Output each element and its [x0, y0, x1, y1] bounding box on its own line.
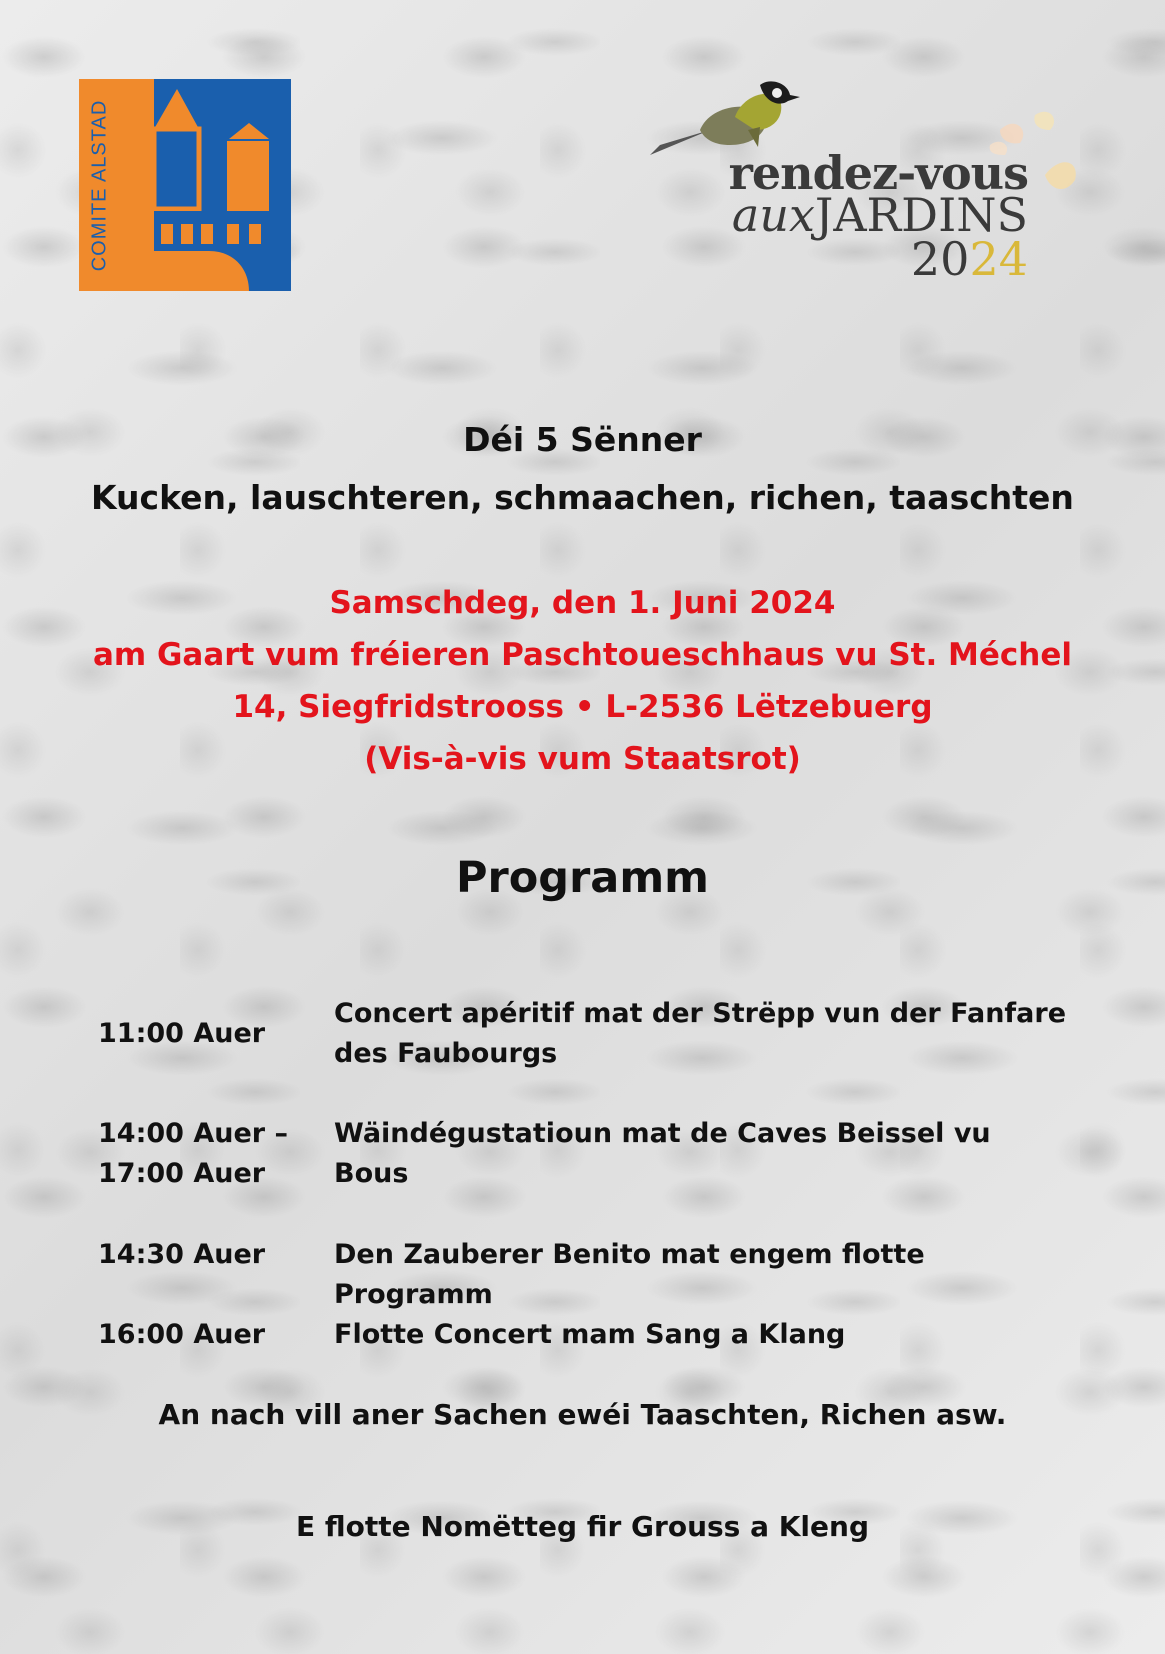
program-desc: Concert apéritif mat der Strëpp vun der Fanfare des Faubourgs — [334, 998, 1067, 1069]
event-note: (Vis-à-vis vum Staatsrot) — [364, 741, 801, 777]
event-date: Samschdeg, den 1. Juni 2024 — [329, 585, 836, 621]
intro-title: Déi 5 Sënner — [463, 420, 702, 459]
rendez-vous-title — [718, 146, 1028, 286]
year-line — [718, 232, 1028, 286]
more-activities: An nach vill aner Sachen ewéi Taaschten, Richen asw. — [158, 1398, 1007, 1431]
jardins-word: JARDINS — [814, 188, 1028, 242]
year-part2: 24 — [969, 232, 1028, 286]
program-time: 16:00 Auer — [98, 1319, 266, 1350]
rendez-vous-line: rendez-vous — [728, 146, 1028, 200]
program-heading: Programm — [456, 853, 709, 903]
intro-subtitle: Kucken, lauschteren, schmaachen, richen, taaschten — [91, 478, 1074, 517]
event-venue: am Gaart vum fréieren Paschtoueschhaus vu St. Méchel — [92, 637, 1073, 673]
year-part1: 20 — [910, 232, 970, 286]
program-desc: Wäindégustatioun mat de Caves Beissel vu Bous — [334, 1118, 991, 1189]
program-time: 14:30 Auer — [98, 1239, 266, 1270]
closing-line: E flotte Nomëtteg fir Grouss a Kleng — [295, 1510, 869, 1543]
program-time: 11:00 Auer — [98, 1018, 266, 1049]
event-address: 14, Siegfridstrooss • L-2536 Lëtzebuerg — [232, 689, 933, 725]
program-desc: Den Zauberer Benito mat engem flotte Programm — [334, 1239, 925, 1310]
comite-alstad-logo — [79, 79, 291, 291]
aux-word: aux — [731, 188, 815, 242]
program-time: 14:00 Auer – 17:00 Auer — [98, 1118, 288, 1189]
logo-text: COMITE ALSTAD — [88, 99, 111, 271]
butterfly-icon — [1035, 150, 1095, 200]
program-desc: Flotte Concert mam Sang a Klang — [334, 1319, 846, 1350]
